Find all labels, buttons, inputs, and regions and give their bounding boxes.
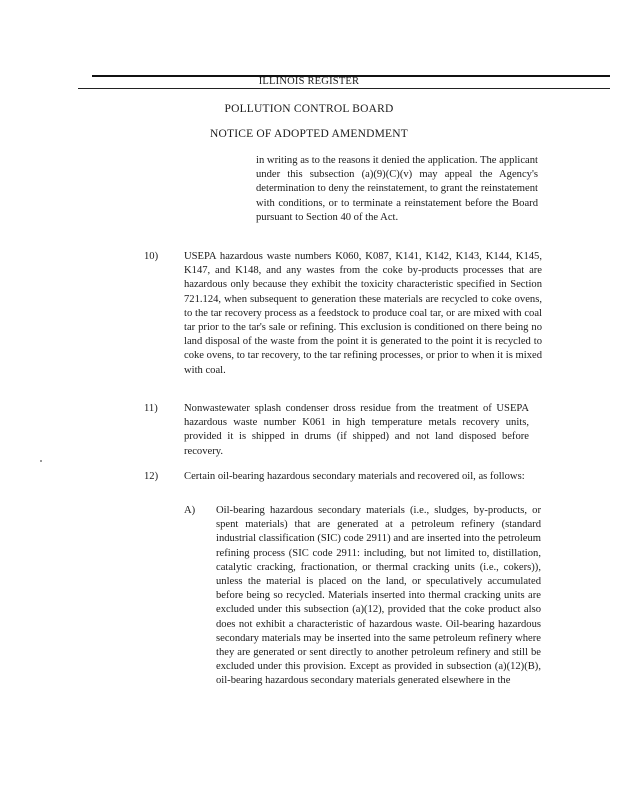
item-10-number: 10) xyxy=(144,251,159,262)
subitem-a-letter: A) xyxy=(184,505,196,516)
item-11-number: 11) xyxy=(144,403,158,414)
item-10-text: USEPA hazardous waste numbers K060, K087, K141, K142, K143, K144, K145, K147, and K148, and any wastes from the coke by-products processes that are hazardous only because they exhibit the toxicity characteristic specified in Section 721.124, when subsequent to generation these materials are recycled to coke ovens, to the tar recovery process as a feedstock to produce coal tar, or are mixed with coal tar prior to the tar's sale or refining. This exclusion is conditioned on there being no land disposal of the waste from the point it is generated to the point it is recycled to coke ovens, to tar recovery, to the tar refining processes, or prior to when it is mixed with coal. xyxy=(184,251,542,376)
board-title: POLLUTION CONTROL BOARD xyxy=(224,103,394,115)
notice-title: NOTICE OF ADOPTED AMENDMENT xyxy=(209,128,409,140)
continuation-paragraph: in writing as to the reasons it denied the application. The applicant under this subsection (a)(9)(C)(v) may appeal the Agency's determination to deny the reinstatement, to grant the reinstatement with conditions, or to terminate a reinstatement before the Board pursuant to Section 40 of the Act. xyxy=(256,155,538,223)
header-bottom-rule xyxy=(78,88,610,89)
item-12-text: Certain oil-bearing hazardous secondary materials and recovered oil, as follows: xyxy=(184,471,525,482)
item-11-text: Nonwastewater splash condenser dross residue from the treatment of USEPA hazardous waste number K061 in high temperature metals recovery units, provided it is shipped in drums (if shipped) and not land disposed before recovery. xyxy=(184,403,529,457)
item-12-number: 12) xyxy=(144,471,159,482)
scan-speck xyxy=(40,460,42,462)
subitem-a-text: Oil-bearing hazardous secondary materials (i.e., sludges, by-products, or spent materials) that are generated at a petroleum refinery (standard industrial classification (SIC) code 2911) and are inserted into the petroleum refining process (SIC code 2911: including, but not limited to, distillation, catalytic cracking, fractionation, or thermal cracking units (i.e., cokers)), unless the material is placed on the land, or speculatively accumulated before being so recycled. Materials inserted into thermal cracking units are excluded under this subsection (a)(12), provided that the coke product also does not exhibit a characteristic of hazardous waste. Oil-bearing hazardous secondary materials may be inserted into the same petroleum refinery where they are generated or sent directly to another petroleum refinery and still be excluded under this provision. Except as provided in subsection (a)(12)(B), oil-bearing hazardous secondary materials generated elsewhere in the xyxy=(216,505,541,687)
register-title: ILLINOIS REGISTER xyxy=(258,76,360,87)
